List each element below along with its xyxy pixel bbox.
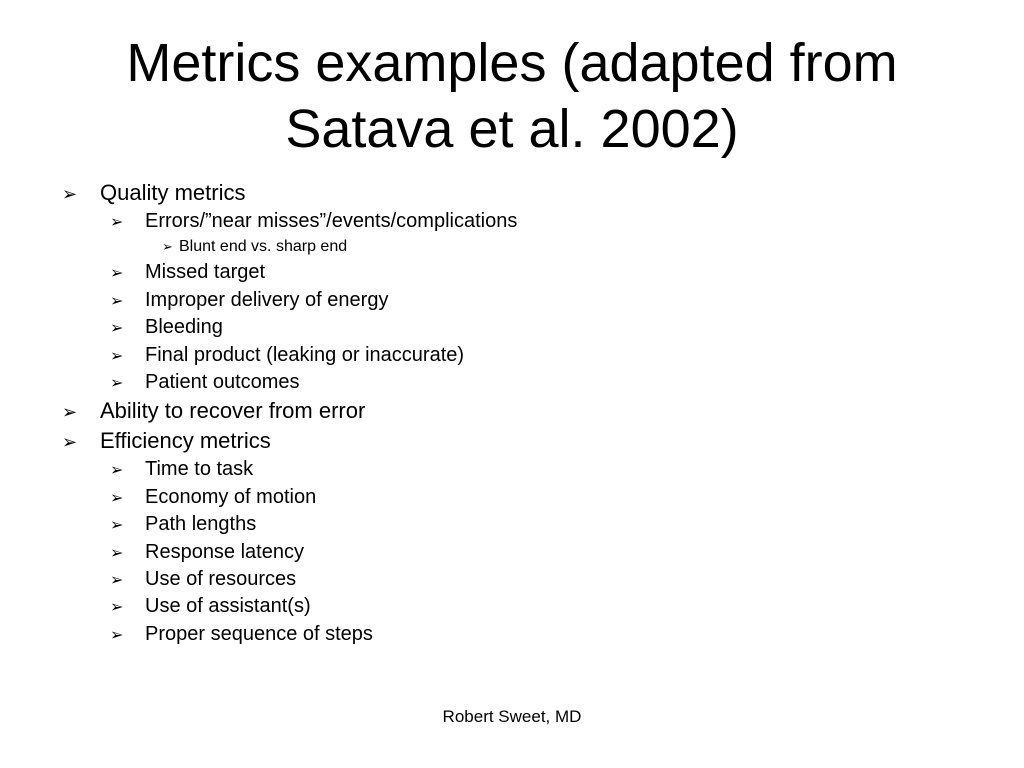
bullet-item-time-to-task — [62, 456, 962, 483]
arrow-bullet-icon: ➢ — [110, 347, 124, 365]
bullet-item-final-product — [62, 342, 962, 369]
bullet-text: Time to task — [145, 458, 254, 481]
bullet-item-bleeding — [62, 314, 962, 341]
arrow-bullet-icon: ➢ — [110, 489, 124, 507]
bullet-text: Missed target — [145, 261, 266, 284]
arrow-bullet-icon: ➢ — [110, 320, 124, 338]
arrow-bullet-icon: ➢ — [62, 184, 78, 204]
bullet-text: Proper sequence of steps — [145, 622, 373, 645]
bullet-item-use-of-resources — [62, 566, 962, 593]
slide-footer-author: Robert Sweet, MD — [442, 707, 582, 726]
arrow-bullet-icon: ➢ — [62, 402, 78, 423]
bullet-text: Efficiency metrics — [100, 428, 271, 454]
bullet-item-proper-sequence — [62, 621, 962, 648]
bullet-item-patient-outcomes — [62, 369, 962, 396]
slide-title — [0, 30, 1024, 162]
arrow-bullet-icon: ➢ — [110, 214, 124, 231]
bullet-text: Final product (leaking or inaccurate) — [145, 343, 465, 366]
bullet-item-efficiency-metrics — [62, 426, 962, 456]
bullet-text: Use of assistant(s) — [145, 595, 311, 618]
bullet-item-improper-delivery — [62, 287, 962, 314]
bullet-text: Blunt end vs. sharp end — [179, 238, 348, 256]
bullet-text: Response latency — [145, 540, 304, 563]
bullet-text: Improper delivery of energy — [145, 288, 389, 311]
bullet-text: Path lengths — [145, 513, 257, 536]
bullet-text: Bleeding — [145, 316, 223, 339]
bullet-text: Patient outcomes — [145, 370, 300, 393]
bullet-text: Errors/”near misses”/events/complications — [145, 210, 518, 232]
bullet-text: Ability to recover from error — [100, 398, 366, 424]
arrow-bullet-icon: ➢ — [110, 626, 124, 644]
arrow-bullet-icon: ➢ — [110, 265, 124, 283]
arrow-bullet-icon: ➢ — [110, 462, 124, 480]
bullet-text: Quality metrics — [100, 180, 246, 205]
bullet-item-response-latency — [62, 539, 962, 566]
bullet-item-missed-target — [62, 259, 962, 286]
arrow-bullet-icon: ➢ — [110, 571, 124, 589]
bullet-item-errors — [62, 208, 962, 235]
arrow-bullet-icon: ➢ — [110, 544, 124, 562]
arrow-bullet-icon: ➢ — [110, 517, 124, 535]
arrow-bullet-icon: ➢ — [110, 599, 124, 617]
bullet-item-recover-from-error — [62, 396, 962, 426]
bullet-text: Use of resources — [145, 567, 297, 590]
arrow-bullet-icon: ➢ — [110, 292, 124, 310]
slide-title-line-2: Satava et al. 2002) — [285, 99, 739, 159]
bullet-item-blunt-end — [62, 235, 962, 259]
bullet-text: Economy of motion — [145, 485, 317, 508]
arrow-bullet-icon: ➢ — [62, 432, 78, 453]
arrow-bullet-icon: ➢ — [110, 374, 124, 392]
arrow-bullet-icon: ➢ — [162, 239, 173, 255]
bullet-item-economy-of-motion — [62, 484, 962, 511]
bullet-list — [62, 178, 962, 648]
bullet-item-quality-metrics — [62, 178, 962, 208]
bullet-item-use-of-assistants — [62, 593, 962, 620]
bullet-item-path-lengths — [62, 511, 962, 538]
slide-title-line-1: Metrics examples (adapted from — [126, 33, 898, 93]
